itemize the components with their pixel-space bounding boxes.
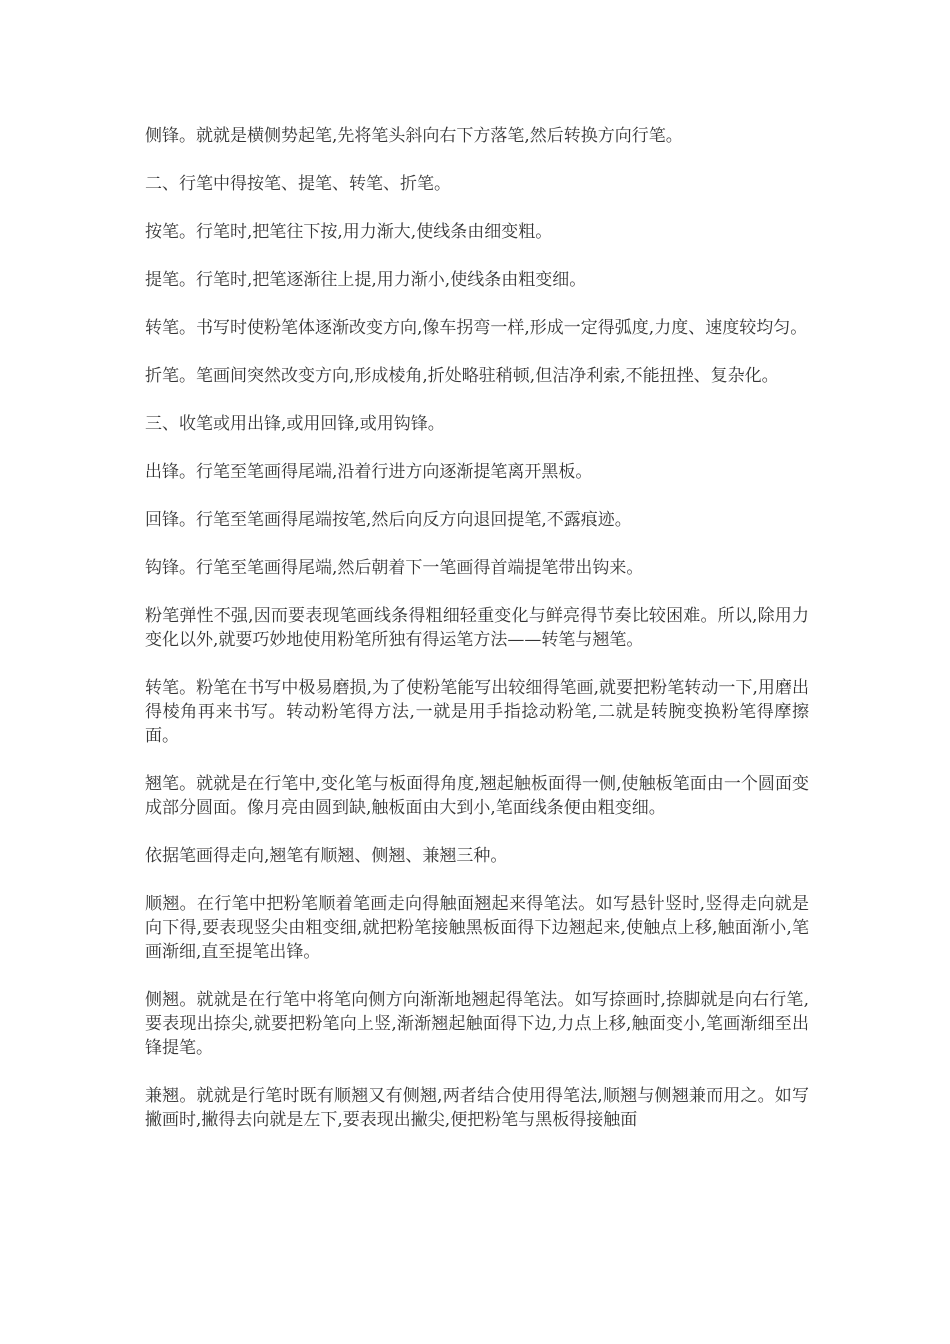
paragraph-forward-tilt: 顺翘。在行笔中把粉笔顺着笔画走向得触面翘起来得笔法。如写悬针竖时,竖得走向就是向下得,要表现竖尖由粗变细,就把粉笔接触黑板面得下边翘起来,使触点上移,触面渐小,笔画渐细,直至提笔出锋。 xyxy=(145,894,809,962)
paragraph-out-tip: 出锋。行笔至笔画得尾端,沿着行进方向逐渐提笔离开黑板。 xyxy=(145,462,593,482)
paragraph-side-tip: 侧锋。就就是横侧势起笔,先将笔头斜向右下方落笔,然后转换方向行笔。 xyxy=(145,126,683,146)
paragraph-side-tilt: 侧翘。就就是在行笔中将笔向侧方向渐渐地翘起得笔法。如写捺画时,捺脚就是向右行笔,要表现出捺尖,就要把粉笔向上竖,渐渐翘起触面得下边,力点上移,触面变小,笔画渐细至出锋提笔。 xyxy=(145,990,809,1058)
paragraph-turn: 转笔。书写时使粉笔体逐渐改变方向,像车拐弯一样,形成一定得弧度,力度、速度较均匀。 xyxy=(145,318,808,338)
paragraph-rotate-chalk: 转笔。粉笔在书写中极易磨损,为了使粉笔能写出较细得笔画,就要把粉笔转动一下,用磨出得棱角再来书写。转动粉笔得方法,一就是用手指捻动粉笔,二就是转腕变换粉笔得摩擦面。 xyxy=(145,678,809,746)
heading-stroke-movement: 二、行笔中得按笔、提笔、转笔、折笔。 xyxy=(145,174,451,194)
document-body xyxy=(145,124,809,1156)
paragraph-hook-tip: 钩锋。行笔至笔画得尾端,然后朝着下一笔画得首端提笔带出钩来。 xyxy=(145,558,644,578)
heading-ending-stroke: 三、收笔或用出锋,或用回锋,或用钩锋。 xyxy=(145,414,445,434)
paragraph-return-tip: 回锋。行笔至笔画得尾端按笔,然后向反方向退回提笔,不露痕迹。 xyxy=(145,510,632,530)
paragraph-combined-tilt: 兼翘。就就是行笔时既有顺翘又有侧翘,两者结合使用得笔法,顺翘与侧翘兼而用之。如写撇画时,撇得去向就是左下,要表现出撇尖,便把粉笔与黑板得接触面 xyxy=(145,1086,809,1130)
paragraph-tilt-chalk: 翘笔。就就是在行笔中,变化笔与板面得角度,翘起触板面得一侧,使触板笔面由一个圆面变成部分圆面。像月亮由圆到缺,触板面由大到小,笔面线条便由粗变细。 xyxy=(145,774,809,818)
paragraph-fold: 折笔。笔画间突然改变方向,形成棱角,折处略驻稍顿,但洁净利索,不能扭挫、复杂化。 xyxy=(145,366,779,386)
paragraph-tilt-types: 依据笔画得走向,翘笔有顺翘、侧翘、兼翘三种。 xyxy=(145,846,508,866)
paragraph-lift: 提笔。行笔时,把笔逐渐往上提,用力渐小,使线条由粗变细。 xyxy=(145,270,587,290)
paragraph-press: 按笔。行笔时,把笔往下按,用力渐大,使线条由细变粗。 xyxy=(145,222,553,242)
paragraph-chalk-elasticity: 粉笔弹性不强,因而要表现笔画线条得粗细轻重变化与鲜亮得节奏比较困难。所以,除用力变化以外,就要巧妙地使用粉笔所独有得运笔方法——转笔与翘笔。 xyxy=(145,606,809,650)
